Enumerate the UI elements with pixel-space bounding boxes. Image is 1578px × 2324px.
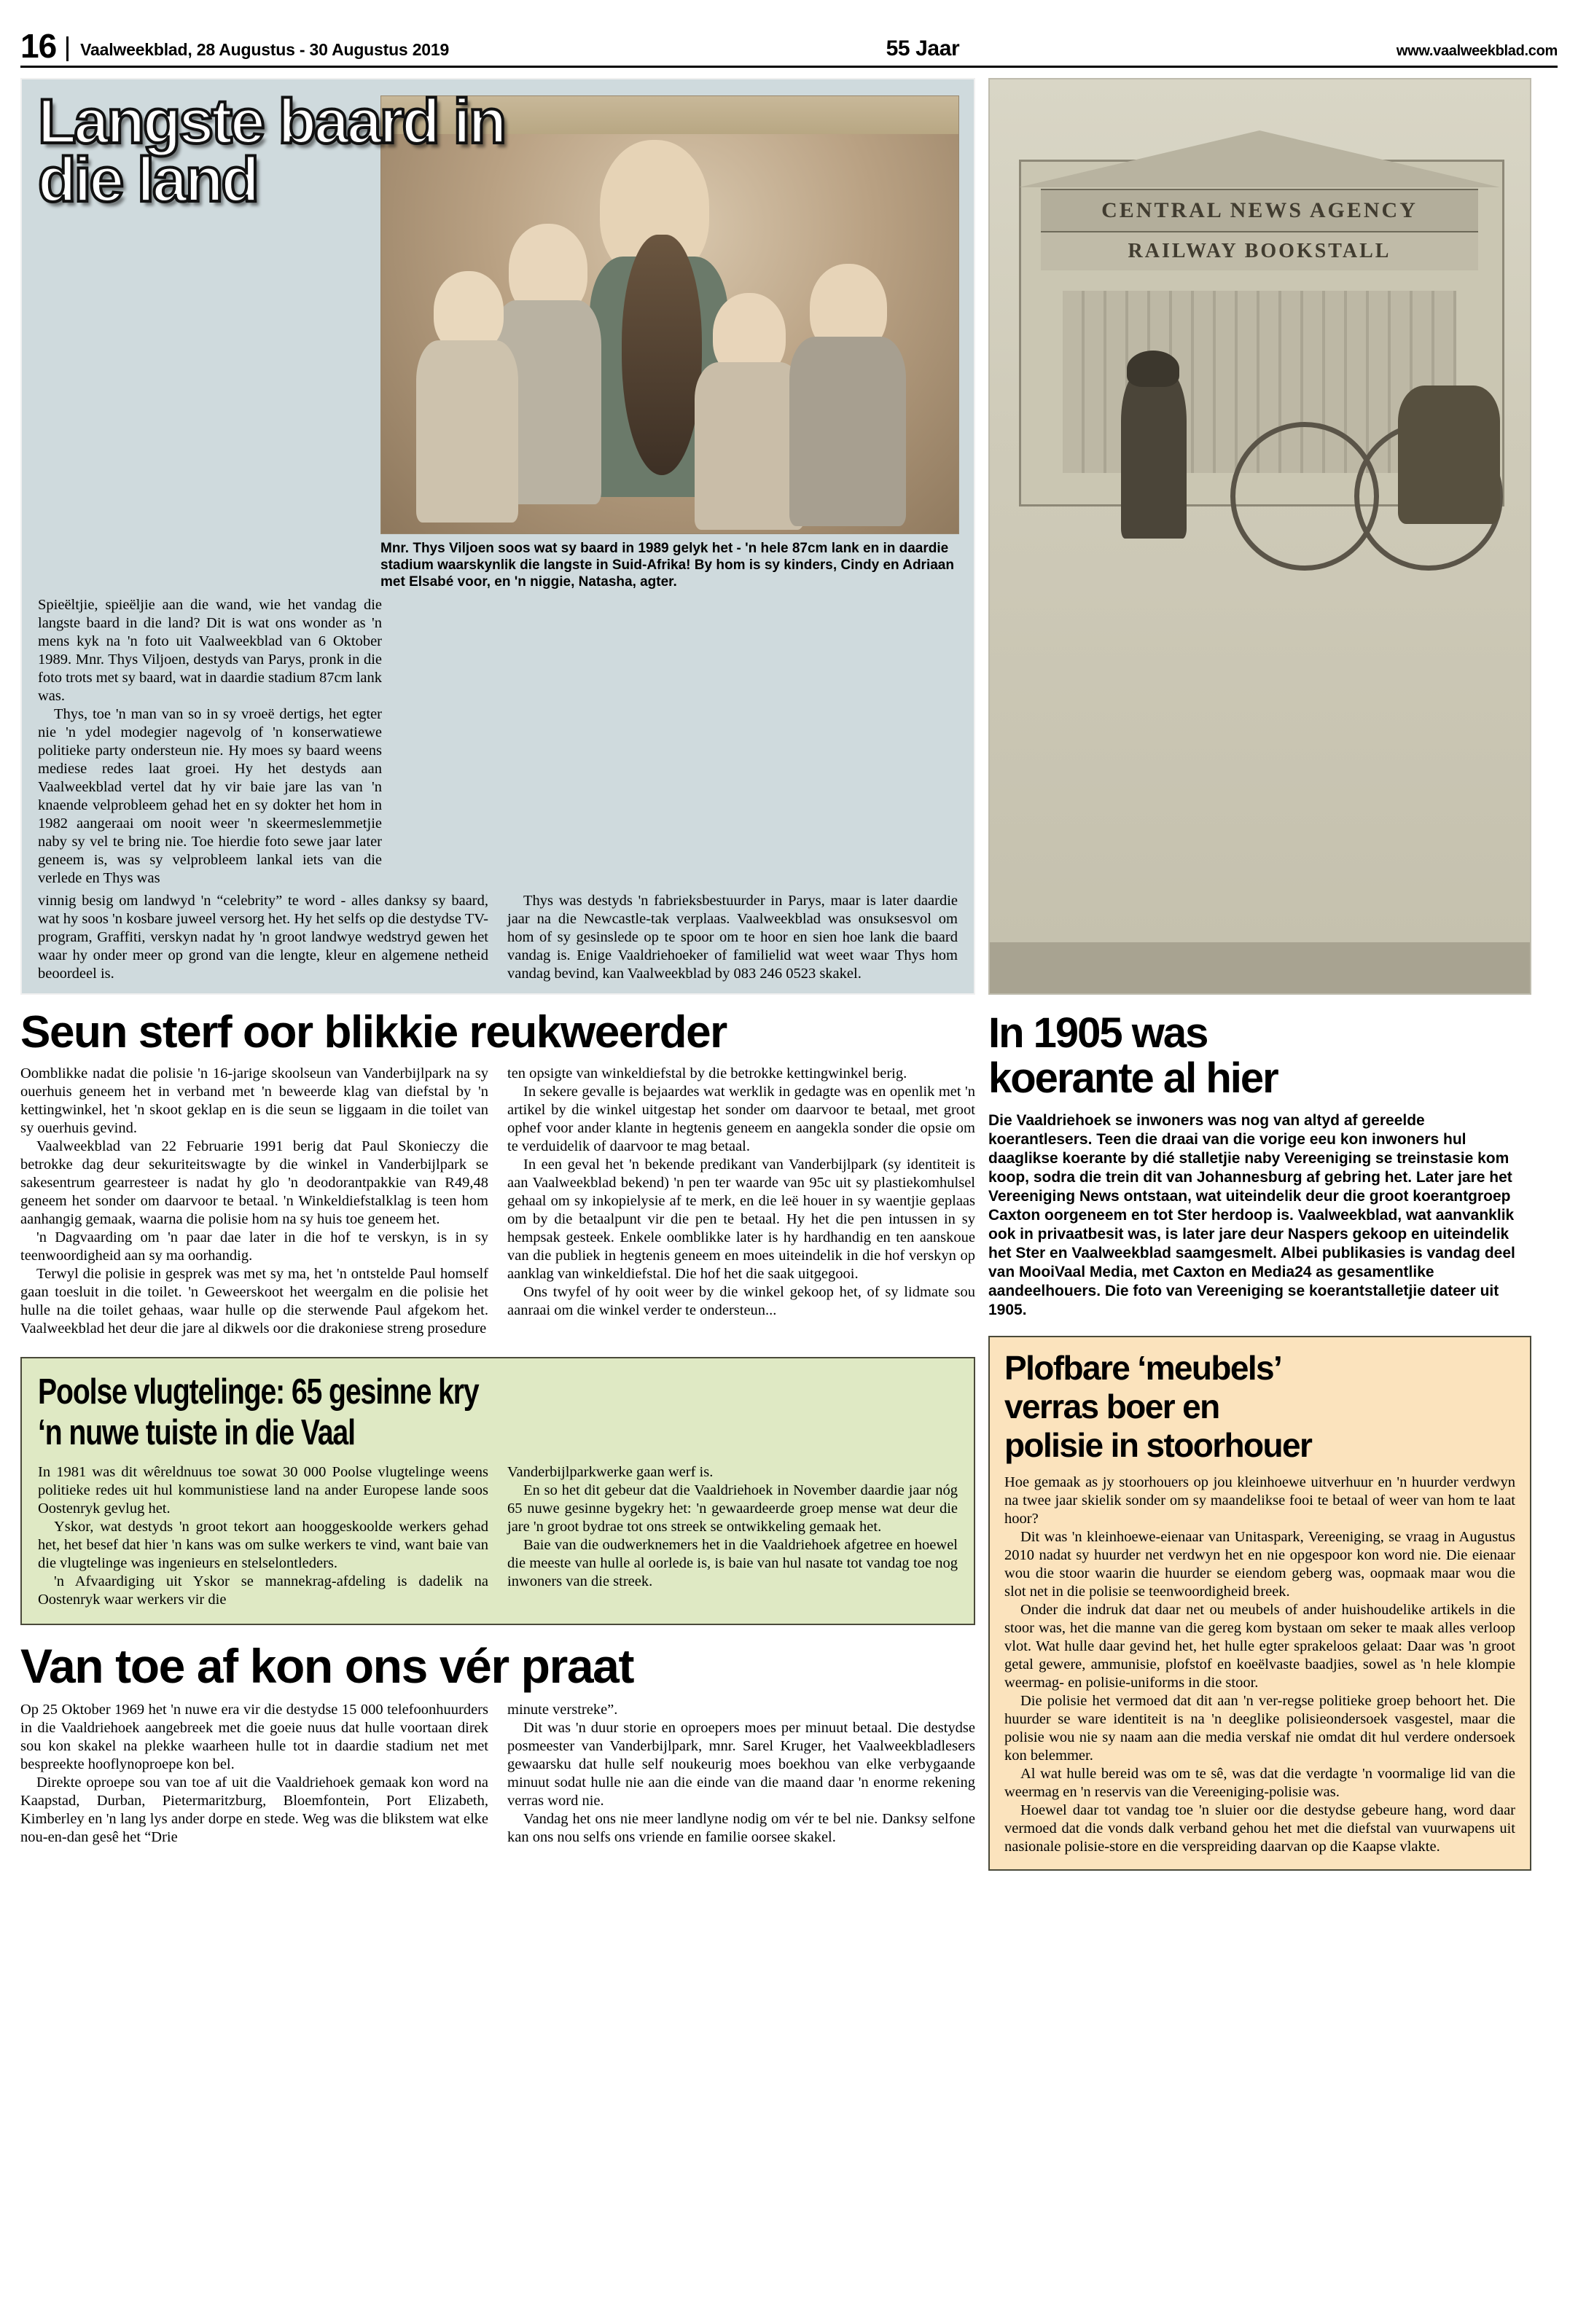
poolse-paragraph: 'n Afvaardiging uit Yskor se mannekrag-afdeling is dadelik na Oostenryk waar werkers vir die <box>38 1573 488 1608</box>
feature-lower <box>38 888 958 983</box>
vantoe-paragraph: Vandag het ons nie meer landlyne nodig om vér te bel nie. Danksy selfone kan ons nou selfs ons vriende en familie oorsee skakel. <box>507 1811 975 1845</box>
feature-article <box>20 78 975 995</box>
masthead <box>20 0 1558 65</box>
poolse-paragraph: Baie van die oudwerknemers het in die Vaaldriehoek afgetree en hoewel die meeste van hulle al oorlede is, is baie van hul nasate tot vandag toe nog inwoners van die streek. <box>507 1537 958 1589</box>
seun-columns <box>20 1065 975 1338</box>
mid-section <box>20 1007 1558 1871</box>
website-url[interactable]: www.vaalweekblad.com <box>1396 43 1558 59</box>
poolse-headline: Poolse vlugtelinge: 65 gesinne kry ‘n nuwe tuiste in die Vaal <box>38 1372 479 1452</box>
vantoe-article <box>20 1639 975 1847</box>
page-number: 16 <box>20 27 57 65</box>
vantoe-columns <box>20 1701 975 1847</box>
poolse-article-box <box>20 1357 975 1625</box>
article-1905 <box>988 1011 1531 1320</box>
feature-photo-caption: Mnr. Thys Viljoen soos wat sy baard in 1989 gelyk het - 'n hele 87cm lank en in daardie stadium waarskynlik die langste in Suid-Afrika! By hom is sy kinders, Cindy en Adriaan met Elsabé voor, en 'n niggie, Natasha, agter. <box>380 541 954 590</box>
poolse-paragraph: Yskor, wat destyds 'n groot tekort aan hooggeskoolde werkers gehad het, het besef dat hier 'n kans was om sulke werkers te vind, want baie van die vlugtelinge was ingenieurs en stelselontleders. <box>38 1519 488 1571</box>
plofbare-headline: Plofbare ‘meubels’ verras boer en polisie in stoorhouer <box>1004 1349 1312 1464</box>
figure-person-right <box>1398 386 1500 524</box>
right-column <box>988 1011 1531 1871</box>
bookstall-photo <box>988 78 1531 995</box>
plofbare-paragraph: Dit was 'n kleinhoewe-eienaar van Unitaspark, Vereeniging, se vraag in Augustus 2010 nadat sy huurder net verdwyn het en nie opgespoor kon word nie. Die eienaar wou die stoor waarin die huurder se eiendom geberg was, oopmaak maar wou die slot net in die polisie se teenwoordigheid breek. <box>1004 1529 1515 1600</box>
plofbare-paragraph: Die polisie het vermoed dat dit aan 'n ver-regse politieke groep behoort het. Die huurder se ware identiteit is na 'n deeglike polisieondersoek vasgestel, maar die polisie wou nie sy naam aan die media verskaf nie omdat dit hul verdere ondersoek kon belemmer. <box>1004 1693 1515 1764</box>
feature-paragraph: Spieëltjie, spieëljie aan die wand, wie het vandag die langste baard in die land? Dit is wat ons wonder as 'n mens kyk na 'n foto uit Vaalweekblad van 6 Oktober 1989. Mnr. Thys Viljoen, destyds van Parys, pronk in die foto trots met sy baard, wat in daardie stadium 87cm lank was. <box>38 597 382 704</box>
seun-paragraph: ten opsigte van winkeldiefstal by die betrokke kettingwinkel berig. <box>507 1065 907 1081</box>
vantoe-paragraph: Op 25 Oktober 1969 het 'n nuwe era vir die destydse 15 000 telefoonhuurders in die Vaaldriehoek aangebreek met die goeie nuus dat hulle voortaan direk sou kon skakel na plekke waarheen hulle tot in daardie stadium net met bespreekte hooflynoproepe kon bel. <box>20 1702 488 1772</box>
seun-article <box>20 1007 975 1871</box>
plofbare-paragraph: Hoe gemaak as jy stoorhouers op jou kleinhoewe uitverhuur en 'n huurder verdwyn na twee jaar skielik sonder om sy maandelikse fooi te betaal of weer van hom te laat hoor? <box>1004 1474 1515 1527</box>
vantoe-paragraph: Dit was 'n duur storie en oproepers moes per minuut betaal. Die destydse posmeester van Vanderbijlpark, mnr. Sarel Kruger, het Vaalweekbladlesers gewaarsku dat hulle self noukeurig moes boekhou van elke verbygaande minuut sodat hulle nie aan die einde van die maand daar 'n enorme rekening verras word nie. <box>507 1720 975 1809</box>
anniversary-label: 55 Jaar <box>886 36 960 60</box>
seun-paragraph: In sekere gevalle is bejaardes wat werklik in gedagte was en openlik met 'n artikel by die winkel uitgestap het sonder om daarvoor te betaal, met groot ophef voor ander klante in hegtenis geneem en aangekla sonder die opsie om te verduidelik of daarvoor te mag betaal. <box>507 1084 975 1154</box>
seun-headline: Seun sterf oor blikkie reukweerder <box>20 1007 727 1057</box>
feature-paragraph: Thys, toe 'n man van so in sy vroeë dertigs, het egter nie 'n ydel modegier nagevolg of 'n konserwatiewe politieke party ondersteun nie. Hy moes sy baard weens mediese redes laat groei. Hy het destyds aan Vaalweekblad vertel dat hy vir baie jare las van 'n knaende velprobleem gehad het en sy dokter het hom in 1982 aangeraai om nooit weer 'n skeermeslemmetjie naby sy vel te bring nie. Toe hierdie foto sewe jaar later geneem is, was sy velprobleem lankal iets van die verlede en Thys was <box>38 706 382 886</box>
seun-paragraph: Oomblikke nadat die polisie 'n 16-jarige skoolseun van Vanderbijlpark na sy ouerhuis geneem het in verband met 'n beweerde klag van diefstal by 'n kettingwinkel, het 'n skoot geklap en is die seun se liggaam in die toilet van sy ouerhuis gevind. <box>20 1065 488 1136</box>
seun-paragraph: Ons twyfel of hy ooit weer by die winkel gekoop het, of sy lidmate sou aanraai om die winkel verder te ondersteun... <box>507 1284 975 1318</box>
article-1905-headline: In 1905 was koerante al hier <box>988 1009 1278 1102</box>
poolse-paragraph: In 1981 was dit wêreldnuus toe sowat 30 000 Poolse vlugtelinge weens politieke redes uit hul kommunistiese land na ander Europese lande soos Oostenryk gevlug het. <box>38 1464 488 1517</box>
seun-paragraph: Terwyl die polisie in gesprek was met sy ma, het 'n ontstelde Paul homself gaan toesluit in die toilet. 'n Geweerskoot het weergalm en die polisie het hulle na die toilet gehaas, waar hulle op die sterwende Paul afgekom het. Vaalweekblad het deur die jare al dikwels oor die drakoniese streng prosedure <box>20 1266 488 1337</box>
publication-line: Vaalweekblad, 28 Augustus - 30 Augustus 2019 <box>80 40 450 59</box>
vantoe-paragraph: minute verstreke”. <box>507 1702 618 1718</box>
feature-headline-line2: die land <box>38 145 257 215</box>
vantoe-paragraph: Direkte oproepe sou van toe af uit die Vaaldriehoek gemaak kon word na Kaapstad, Durban, Pietermaritzburg, Bloemfontein, Port Elizabeth, Kimberley en 'n lang lys ander dorpe en stede. Weg was die blikstem wat elke nou-en-dan gesê het “Drie <box>20 1775 488 1845</box>
bookstall-sign-line1: CENTRAL NEWS AGENCY <box>1041 189 1478 232</box>
seun-paragraph: Vaalweekblad van 22 Februarie 1991 berig dat Paul Skonieczy die betrokke dag deur sekuriteitswagte by die winkel in Vanderbijlpark se sakesentrum gearresteer is nadat hy glo 'n deodorantpakkie van R49,48 geneem het sonder om daarvoor te betaal. 'n Winkeldiefstalklag is teen hom aanhangig gemaak, waarna die polisie hom na sy huis toe geneem het. <box>20 1138 488 1227</box>
plofbare-article-box <box>988 1336 1531 1871</box>
plofbare-paragraph: Al wat hulle bereid was om te sê, was dat die verdagte 'n voormalige lid van die weermag en 'n reservis van die Vereeniging-polisie was. <box>1004 1766 1515 1800</box>
feature-lower-columns <box>38 888 958 983</box>
poolse-columns <box>38 1463 958 1609</box>
figure-person-left <box>1121 371 1187 539</box>
plofbare-paragraph: Onder die indruk dat daar net ou meubels of ander huishoudelike artikels in die stoor was, het die manne van die gereg kom bystaan om seker te maak alles verloop vlot. Wat hulle daar gevind het, het hulle egter sprakeloos gelaat: Daar was 'n groot getal gewere, ammunisie, plofstof en koeëlvaste baadjies, sowel as 'n hele klompie weermag- en polisie-uniforms in die stoor. <box>1004 1602 1515 1691</box>
seun-paragraph: 'n Dagvaarding om 'n paar dae later in die hof te verskyn, is in sy teenwoordigheid aan sy ma oorhandig. <box>20 1229 488 1264</box>
top-section <box>20 78 1558 995</box>
poolse-paragraph: En so het dit gebeur dat die Vaaldriehoek in November daardie jaar nóg 65 nuwe gesinne bygekry het: 'n gewaardeerde groep mense wat deur die jare 'n groot bydrae tot ons streek se ontwikkeling gemaak het. <box>507 1482 958 1535</box>
feature-column-1 <box>38 596 382 888</box>
feature-headline <box>38 87 958 215</box>
vantoe-headline: Van toe af kon ons vér praat <box>20 1639 634 1693</box>
feature-paragraph: Thys was destyds 'n fabrieksbestuurder in Parys, maar is later daardie jaar na die Newcastle-tak verplaas. Vaalweekblad was onsuksesvol om hom of sy gesinslede op te spoor om te hoor en sien hoe lank die baard vandag is. Enige Vaaldriehoeker of familielid wat weet waar Thys hom vandag bevind, kan Vaalweekblad by 083 246 0523 skakel. <box>507 893 958 982</box>
seun-paragraph: In een geval het 'n bekende predikant van Vanderbijlpark (sy identiteit is aan Vaalweekblad bekend) 'n pen ter waarde van 95c uit sy plastiekomhulsel gehaal om sy inkopielysie af te merk, en die leë houer in sy waentjie geplaas om by die betaalpunt vir die pen te betaal. Hy het die pen intussen in sy hempsak gesteek. Enkele oomblikke later is hy hardhandig en ten aanskoue van die publiek in hegtenis geneem en moes uiteindelik in die hof verskyn op aanklag van winkeldiefstal. Die hof het die saak uitgegooi. <box>507 1157 975 1282</box>
article-1905-lead: Die Vaaldriehoek se inwoners was nog van altyd af gereelde koerantlesers. Teen die draai van die vorige eeu kon inwoners hul daaglikse koerante by dié stalletjie naby Vereeniging se treinstasie kom koop, sodra die trein dit van Johannesburg af gebring het. Later jare het Vereeniging News ontstaan, wat uiteindelik deur die groot koerantgroep Caxton oorgeneem en tot Ster herdoop is. Vaalweekblad, wat aanvanklik ook in privaatbesit was, is later jare deur Naspers gekoop en uiteindelik het Ster en Vaalweekblad saamgesmelt. Albei publikasies is vandag deel van MooiVaal Media, met Caxton en Media24 as gesamentlike aandeelhouers. Die foto van Vereeniging se koerantstalletjie dateer uit 1905. <box>988 1112 1515 1318</box>
masthead-rule <box>66 36 1558 61</box>
plofbare-paragraph: Hoewel daar tot vandag toe 'n sluier oor die destydse gebeure hang, word daar vermoed dat die vonds dalk verband gehou het met die diefstal van vuurwapens uit nasionale polisie-store en die verspreiding daarvan op die Kaapse vlakte. <box>1004 1802 1515 1855</box>
masthead-divider <box>20 66 1558 68</box>
poolse-paragraph: Vanderbijlparkwerke gaan werf is. <box>507 1464 714 1480</box>
feature-headline-line1: Langste baard in <box>38 87 505 157</box>
feature-paragraph: vinnig besig om landwyd 'n “celebrity” te word - alles danksy sy baard, wat hy soos 'n kosbare juweel versorg het. Hy het selfs op die destydse TV-program, Graffiti, verskyn nadat hy 'n groot landwye wedstryd gewen het waar hy onder meer op grond van die lengte, kleur en algemene netheid beoordeel is. <box>38 893 488 982</box>
bookstall-sign-line2: RAILWAY BOOKSTALL <box>1041 232 1478 270</box>
feature-flow <box>38 221 958 983</box>
